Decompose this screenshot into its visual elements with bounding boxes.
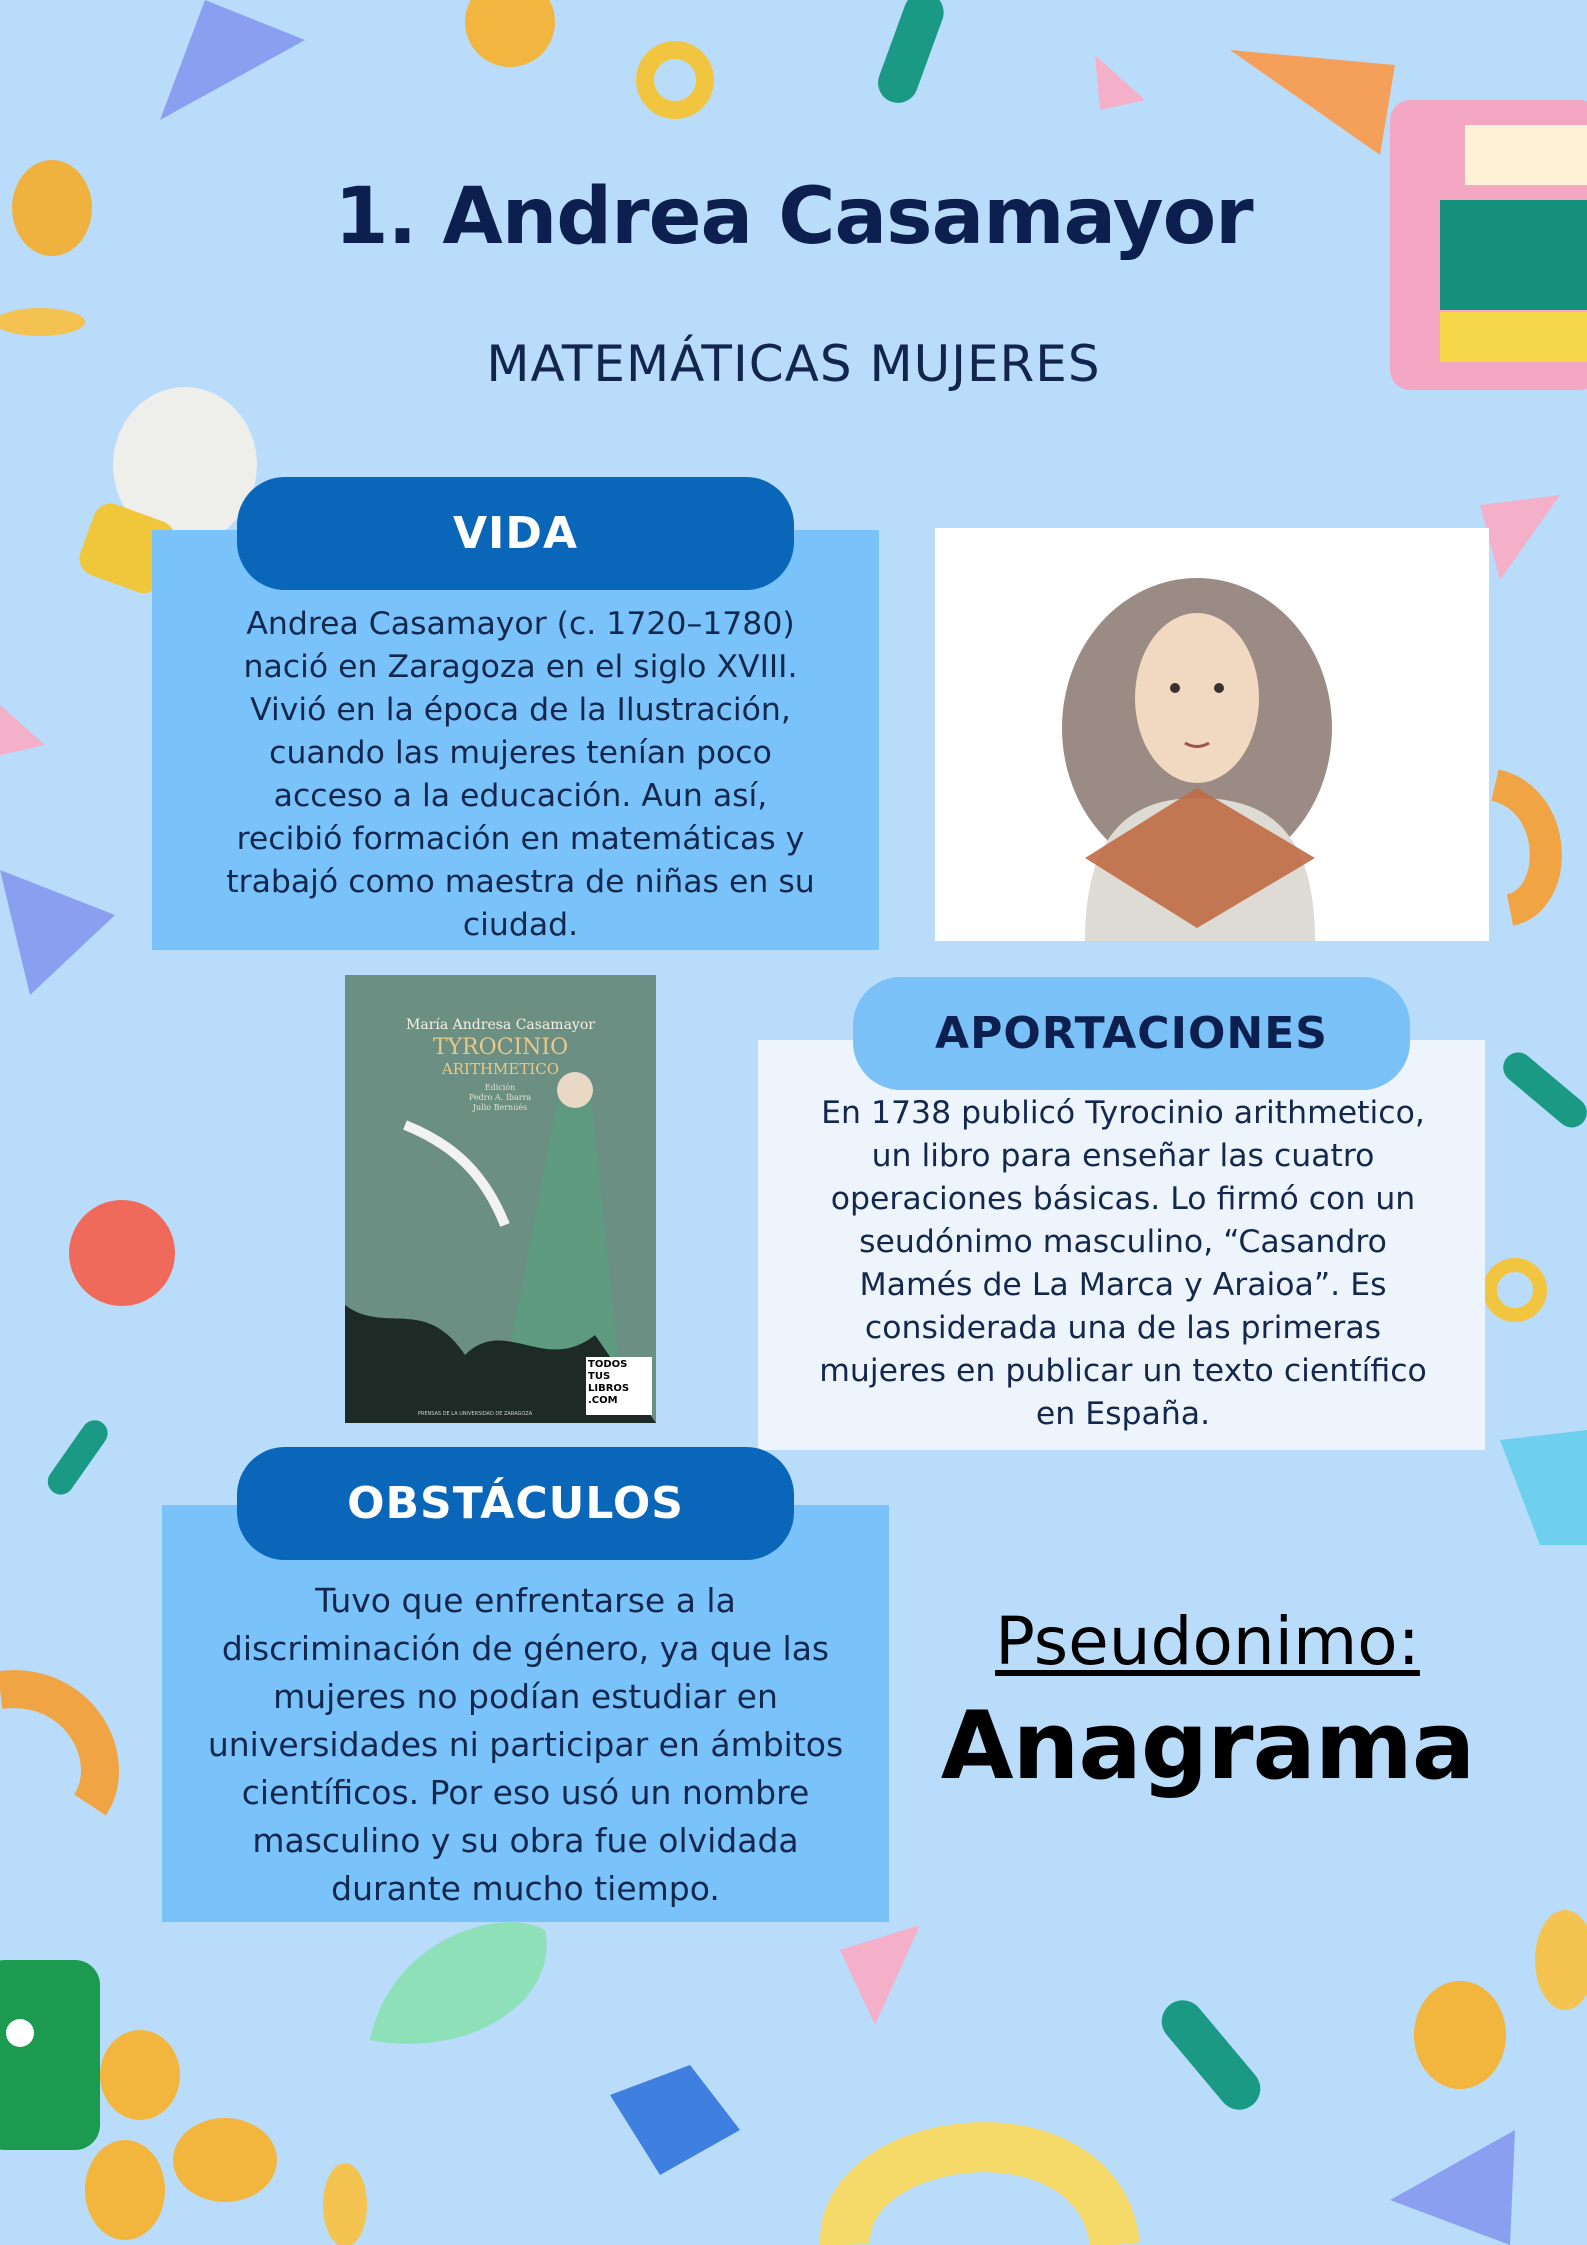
coin-icon — [0, 308, 85, 336]
cylinder-icon — [1497, 1046, 1587, 1133]
obstaculos-text: Tuvo que enfrentarse a la discriminación de género, ya que las mujeres no podían estudiar en universidades ni participar en ámbitos científicos. Por eso usó un nombre masculino y su obra fue olvidada durante mucho tiempo. — [207, 1581, 844, 1908]
book-editors: Edición Pedro A. Ibarra Julio Bernués — [468, 1083, 532, 1112]
publisher-logo: TODOS TUS LIBROS .COM — [586, 1357, 652, 1415]
ring-icon — [645, 50, 705, 110]
wallet-icon — [0, 1960, 100, 2150]
book-author: María Andresa Casamayor — [406, 1017, 595, 1033]
coin-icon — [85, 2140, 165, 2240]
coin-icon — [323, 2163, 367, 2245]
obstaculos-heading: OBSTÁCULOS — [237, 1447, 794, 1560]
pyramid-icon — [1480, 495, 1560, 580]
cone-icon — [1390, 2130, 1515, 2245]
pyramid-icon — [1095, 55, 1145, 110]
vida-heading: VIDA — [237, 477, 794, 590]
cone-icon — [160, 0, 305, 120]
cylinder-icon — [1153, 1992, 1269, 2119]
page-subtitle: MATEMÁTICAS MUJERES — [486, 335, 1101, 393]
arc-icon — [1495, 785, 1546, 910]
coin-icon — [100, 2030, 180, 2120]
coin-icon — [173, 2118, 277, 2202]
book-title-line1: TYROCINIO — [432, 1035, 569, 1060]
vida-text: Andrea Casamayor (c. 1720–1780) nació en Zaragoza en el siglo XVIII. Vivió en la época de la Ilustración, cuando las mujeres tenían poco acceso a la educación. Aun así, recibió formación en matemáticas y trabajó como maestra de niñas en su ciudad. — [226, 606, 815, 943]
ring-icon — [1490, 1265, 1540, 1315]
half-sphere-icon — [370, 1922, 547, 2044]
pseudonym-value: Anagrama — [940, 1692, 1475, 1801]
paper-plane-icon — [1230, 50, 1395, 155]
cone-icon — [0, 870, 115, 995]
cylinder-icon — [872, 0, 949, 109]
cube-icon — [610, 2065, 740, 2175]
portrait-image — [935, 528, 1489, 941]
donut-icon — [845, 2147, 1115, 2245]
aportaciones-text: En 1738 publicó Tyrocinio arithmetico, un libro para enseñar las cuatro operaciones básicas. Lo firmó con un seudónimo masculino, “Casandro Mamés de La Marca y Araioa”. Es considerada una de las primeras mujeres en publicar un texto científico en España. — [819, 1095, 1427, 1432]
aportaciones-heading: APORTACIONES — [853, 977, 1410, 1090]
book-title-line2: ARITHMETICO — [441, 1060, 560, 1078]
coin-icon — [1535, 1910, 1587, 2010]
coin-icon — [1414, 1981, 1506, 2089]
coin-icon — [465, 0, 555, 67]
portrait-illustration — [935, 528, 1489, 941]
diamond-icon — [1500, 1430, 1587, 1545]
book-illustration — [345, 975, 656, 1423]
book-cover — [345, 975, 656, 1423]
pyramid-icon — [840, 1925, 920, 2025]
page-title: 1. Andrea Casamayor — [334, 172, 1253, 262]
pyramid-icon — [0, 705, 45, 755]
book-footer: PRENSAS DE LA UNIVERSIDAD DE ZARAGOZA — [417, 1411, 533, 1417]
ball-icon — [69, 1200, 175, 1306]
pseudonym-label: Pseudonimo: — [995, 1603, 1420, 1680]
cylinder-icon — [43, 1415, 113, 1500]
arc-icon — [0, 1689, 100, 1805]
